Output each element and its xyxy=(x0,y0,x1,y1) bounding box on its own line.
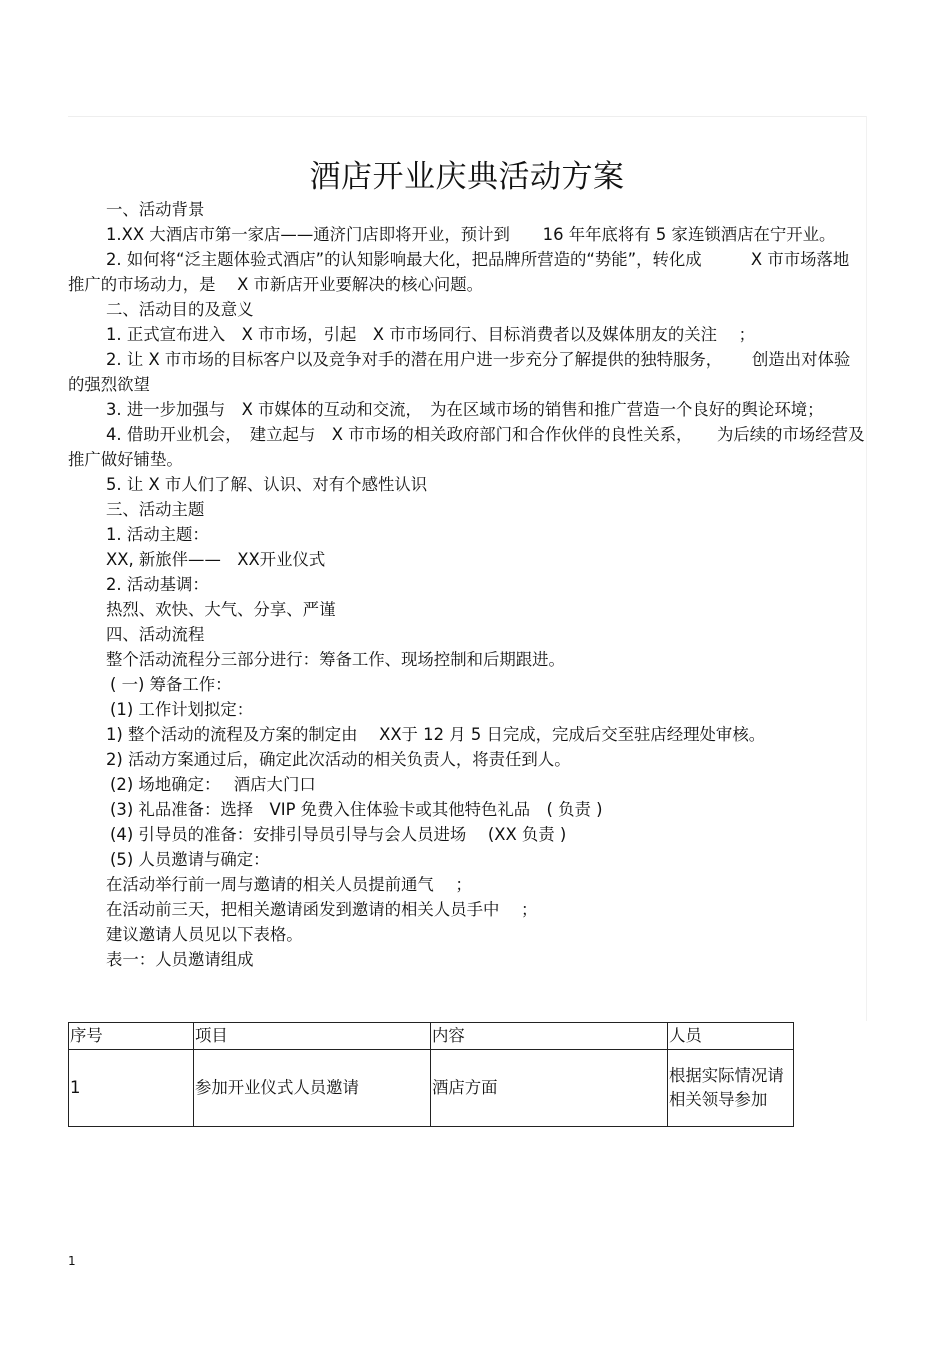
paragraph-theme-label: 1. 活动主题： xyxy=(106,525,209,544)
paragraph-purpose-2: 2. 让 X 市市场的目标客户以及竞争对手的潜在用户进一步充分了解提供的独特服务， 创造出对体验的强烈欲望 xyxy=(68,350,851,394)
table-header-index: 序号 xyxy=(69,1023,194,1050)
item-venue: (2) 场地确定： 酒店大门口 xyxy=(110,775,316,794)
page-frame-top-rule xyxy=(68,116,866,117)
table-caption: 表一：人员邀请组成 xyxy=(106,950,254,969)
item-gifts: (3) 礼品准备：选择 VIP 免费入住体验卡或其他特色礼品 ( 负责 ) xyxy=(110,800,603,819)
paragraph-tone-value: 热烈、欢快、大气、分享、严谨 xyxy=(106,600,336,619)
invitation-table xyxy=(68,1022,794,1127)
table-cell-content: 酒店方面 xyxy=(431,1050,668,1127)
paragraph-background-2: 2. 如何将“泛主题体验式酒店”的认知影响最大化，把品牌所营造的“势能”，转化成 X 市市场落地推广的市场动力，是 X 市新店开业要解决的核心问题。 xyxy=(68,250,850,294)
paragraph-purpose-3: 3. 进一步加强与 X 市媒体的互动和交流， 为在区域市场的销售和推广营造一个良好的舆论环境； xyxy=(106,400,824,419)
item-work-plan: (1) 工作计划拟定： xyxy=(110,700,254,719)
item-invitations: (5) 人员邀请与确定： xyxy=(110,850,270,869)
paragraph-background-1: 1.XX 大酒店市第一家店——通济门店即将开业，预计到 16 年年底将有 5 家连锁酒店在宁开业。 xyxy=(106,225,836,244)
item-work-plan-1: 1) 整个活动的流程及方案的制定由 XX于 12 月 5 日完成，完成后交至驻店经理处审核。 xyxy=(106,725,766,744)
table-header-row xyxy=(69,1023,794,1050)
table-row xyxy=(69,1050,794,1127)
table-header-content: 内容 xyxy=(431,1023,668,1050)
section-heading-background: 一、活动背景 xyxy=(106,200,205,219)
item-work-plan-2: 2) 活动方案通过后，确定此次活动的相关负责人，将责任到人。 xyxy=(106,750,571,769)
item-guides: (4) 引导员的准备：安排引导员引导与会人员进场 (XX 负责 ) xyxy=(110,825,567,844)
paragraph-theme-value: XX, 新旅伴—— XX开业仪式 xyxy=(106,550,326,569)
table-cell-item: 参加开业仪式人员邀请 xyxy=(194,1050,431,1127)
section-heading-process: 四、活动流程 xyxy=(106,625,205,644)
paragraph-tone-label: 2. 活动基调： xyxy=(106,575,209,594)
page-number: 1 xyxy=(68,1254,76,1268)
document-body xyxy=(68,197,865,972)
item-invitations-3: 建议邀请人员见以下表格。 xyxy=(106,925,303,944)
table-header-people: 人员 xyxy=(668,1023,794,1050)
item-invitations-2: 在活动前三天，把相关邀请函发到邀请的相关人员手中 ； xyxy=(106,900,538,919)
paragraph-purpose-4: 4. 借助开业机会， 建立起与 X 市市场的相关政府部门和合作伙伴的良性关系， 为后续的市场经营及推广做好铺垫。 xyxy=(68,425,865,469)
paragraph-process-overview: 整个活动流程分三部分进行：筹备工作、现场控制和后期跟进。 xyxy=(106,650,565,669)
section-heading-purpose: 二、活动目的及意义 xyxy=(106,300,254,319)
table-cell-index: 1 xyxy=(69,1050,194,1127)
table-cell-people: 根据实际情况请相关领导参加 xyxy=(668,1050,794,1127)
item-invitations-1: 在活动举行前一周与邀请的相关人员提前通气 ； xyxy=(106,875,472,894)
table-header-item: 项目 xyxy=(194,1023,431,1050)
section-heading-theme: 三、活动主题 xyxy=(106,500,205,519)
subheading-preparation: ( 一) 筹备工作： xyxy=(110,675,232,694)
page-frame-right-rule xyxy=(866,116,867,1021)
paragraph-purpose-1: 1. 正式宣布进入 X 市市场，引起 X 市市场同行、目标消费者以及媒体朋友的关注 ； xyxy=(106,325,755,344)
paragraph-purpose-5: 5. 让 X 市人们了解、认识、对有个感性认识 xyxy=(106,475,428,494)
document-title: 酒店开业庆典活动方案 xyxy=(309,158,625,195)
